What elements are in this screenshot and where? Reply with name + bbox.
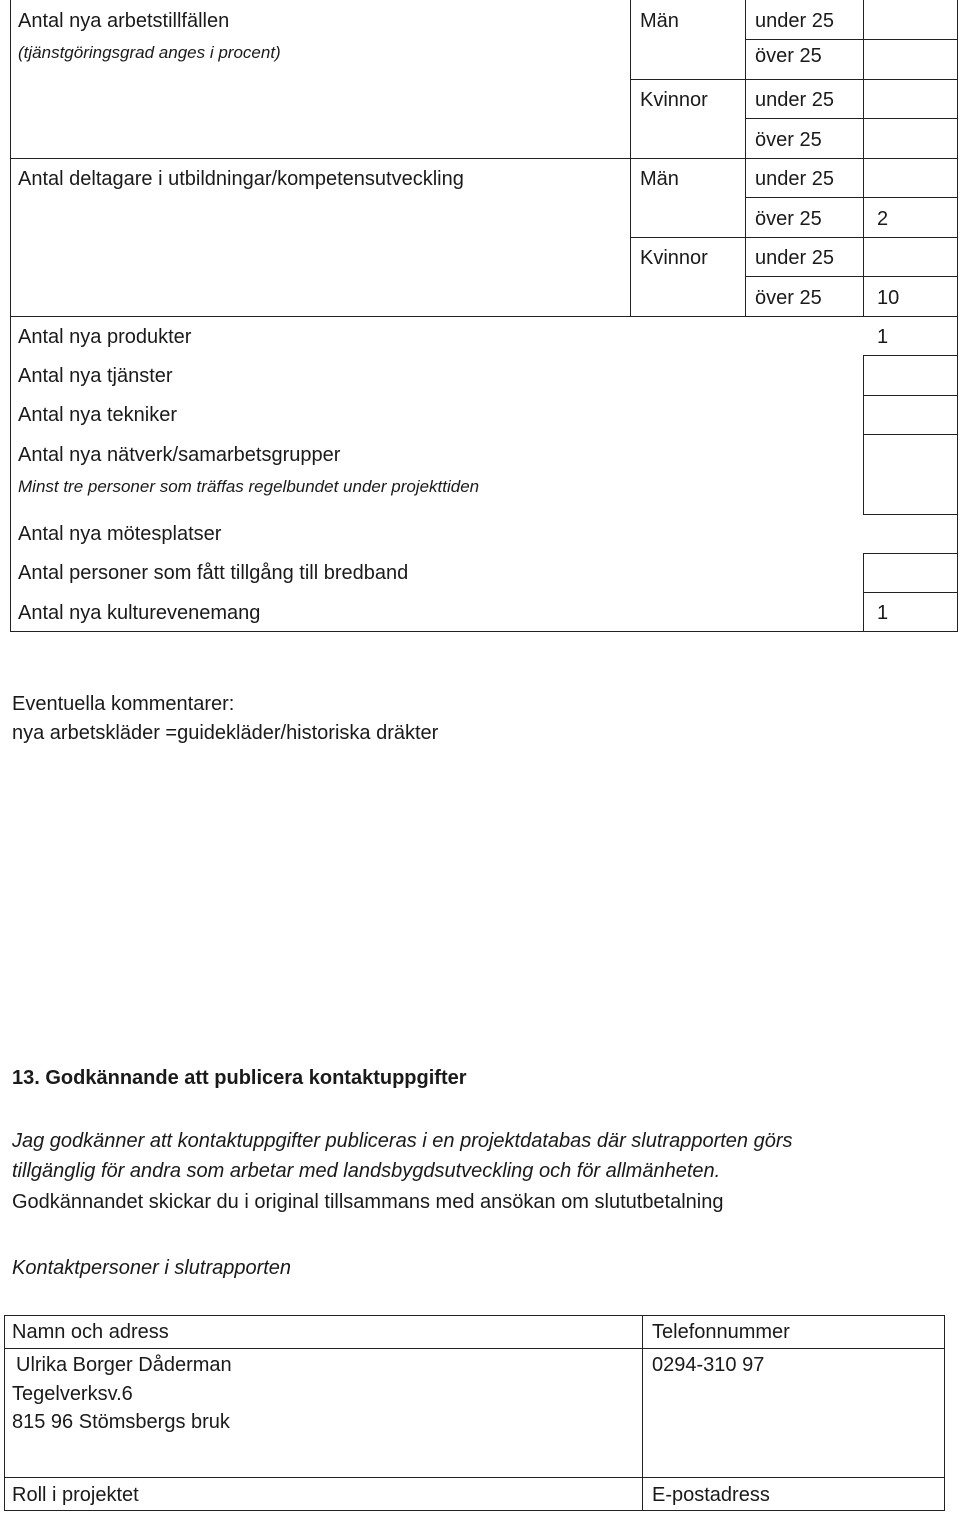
networks-label: Antal nya nätverk/samarbetsgrupper: [18, 444, 341, 466]
table-border: [4, 1477, 945, 1478]
products-label: Antal nya produkter: [18, 326, 192, 348]
table-border: [863, 395, 958, 396]
table-border: [863, 592, 958, 593]
techniques-label: Antal nya tekniker: [18, 404, 177, 426]
new-jobs-women-over-label: över 25: [755, 129, 822, 151]
comments-text[interactable]: nya arbetskläder =guidekläder/historiska dräkter: [12, 722, 439, 744]
table-border: [630, 237, 958, 238]
new-jobs-note: (tjänstgöringsgrad anges i procent): [18, 43, 281, 62]
table-border: [10, 158, 958, 159]
table-border: [863, 434, 958, 435]
culture-events-value[interactable]: 1: [877, 602, 889, 624]
table-border: [4, 1315, 945, 1316]
training-men-label: Män: [640, 168, 679, 190]
table-border: [10, 316, 958, 317]
training-women-label: Kvinnor: [640, 247, 708, 269]
table-border: [745, 276, 958, 277]
table-border: [642, 1315, 643, 1511]
training-men-over-value[interactable]: 2: [877, 208, 889, 230]
training-women-over-value[interactable]: 10: [877, 287, 900, 309]
contact-postal[interactable]: 815 96 Stömsbergs bruk: [12, 1411, 230, 1433]
new-jobs-men-label: Män: [640, 10, 679, 32]
new-jobs-women-label: Kvinnor: [640, 89, 708, 111]
training-men-under-label: under 25: [755, 168, 834, 190]
networks-note: Minst tre personer som träffas regelbundet under projekttiden: [18, 477, 480, 496]
meeting-places-label: Antal nya mötesplatser: [18, 523, 222, 545]
contact-name[interactable]: Ulrika Borger Dåderman: [16, 1354, 232, 1376]
table-border: [745, 118, 958, 119]
contact-street[interactable]: Tegelverksv.6: [12, 1383, 133, 1405]
table-border: [944, 1315, 945, 1511]
products-value[interactable]: 1: [877, 326, 889, 348]
table-border: [10, 631, 958, 632]
email-header: E-postadress: [652, 1484, 770, 1506]
table-border: [630, 79, 958, 80]
table-border: [745, 39, 958, 40]
table-border: [4, 1510, 945, 1511]
new-jobs-women-under-label: under 25: [755, 89, 834, 111]
culture-events-label: Antal nya kulturevenemang: [18, 602, 261, 624]
training-men-over-label: över 25: [755, 208, 822, 230]
training-label: Antal deltagare i utbildningar/kompetensutveckling: [18, 168, 464, 190]
new-jobs-men-under-label: under 25: [755, 10, 834, 32]
table-border: [863, 355, 958, 356]
role-header: Roll i projektet: [12, 1484, 139, 1506]
table-border: [745, 197, 958, 198]
consent-text-line-1: Jag godkänner att kontaktuppgifter publiceras i en projektdatabas där slutrapporten görs: [12, 1130, 793, 1152]
table-border: [4, 1315, 5, 1511]
name-address-header: Namn och adress: [12, 1321, 169, 1343]
comments-heading: Eventuella kommentarer:: [12, 693, 235, 715]
new-jobs-men-over-label: över 25: [755, 45, 822, 67]
training-women-under-label: under 25: [755, 247, 834, 269]
contact-phone[interactable]: 0294-310 97: [652, 1354, 765, 1376]
phone-header: Telefonnummer: [652, 1321, 790, 1343]
services-label: Antal nya tjänster: [18, 365, 173, 387]
consent-text-line-2: tillgänglig för andra som arbetar med landsbygdsutveckling och för allmänheten.: [12, 1160, 721, 1182]
contacts-heading: Kontaktpersoner i slutrapporten: [12, 1257, 292, 1279]
table-border: [863, 553, 958, 554]
new-jobs-label: Antal nya arbetstillfällen: [18, 10, 230, 32]
table-border: [4, 1348, 945, 1349]
training-women-over-label: över 25: [755, 287, 822, 309]
consent-instruction: Godkännandet skickar du i original tillsammans med ansökan om slututbetalning: [12, 1191, 724, 1213]
broadband-label: Antal personer som fått tillgång till bredband: [18, 562, 409, 584]
section-13-title: 13. Godkännande att publicera kontaktuppgifter: [12, 1067, 467, 1089]
table-border: [863, 514, 958, 515]
